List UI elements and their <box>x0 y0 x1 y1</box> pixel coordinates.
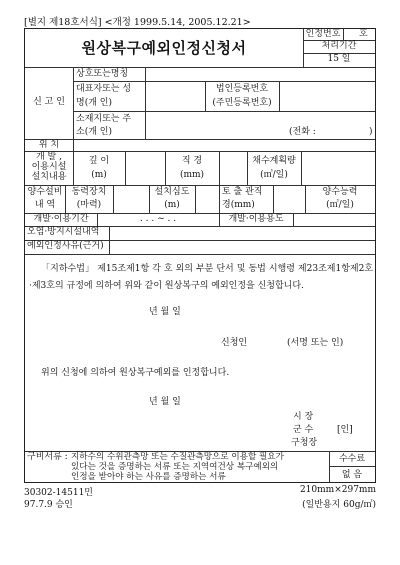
development-label-3: 설치내용 <box>31 172 67 182</box>
use-purpose-label: 개발·이용용도 <box>228 214 284 224</box>
divider <box>195 185 196 213</box>
signature-label: (서명 또는 인) <box>287 338 344 348</box>
divider <box>25 67 375 68</box>
plan-amount-label: 채수계획량 <box>252 156 296 166</box>
applicant-label: 신 고 인 <box>33 97 65 107</box>
divider <box>145 67 146 111</box>
approval-note: 97.7.9 승인 <box>24 500 73 510</box>
form-title: 원상복구예외인정신청서 <box>81 39 247 57</box>
power-label: 동력장치 <box>71 187 107 197</box>
receipt-number-label: 인정번호 <box>305 29 341 39</box>
divider <box>113 185 114 213</box>
divider <box>293 213 294 226</box>
power-unit: (마력) <box>76 200 102 210</box>
phone-close: ) <box>369 127 373 137</box>
depth-label: 깊 이 <box>88 156 110 166</box>
fee-label: 수수료 <box>338 454 366 464</box>
discharge-label: 토 출 관직 <box>222 187 263 197</box>
receipt-number-suffix: 호 <box>359 29 368 39</box>
divider <box>219 185 220 213</box>
divider <box>73 81 375 82</box>
paper-weight: (일반용지 60g/㎡) <box>302 500 376 510</box>
corp-number-label-2: (주민등록번호) <box>212 98 272 108</box>
authority-district: 구청장 <box>291 438 318 448</box>
pumping-label: 양수설비 <box>27 187 63 197</box>
development-label-2: 이용시설 <box>31 162 67 172</box>
phone-label: (전화 : <box>289 127 316 137</box>
business-name-label: 상호또는명칭 <box>76 69 129 79</box>
processing-period-value: 15 일 <box>327 54 351 64</box>
divider <box>145 111 146 139</box>
divider <box>125 151 126 185</box>
paper-size: 210mm×297mm <box>299 485 376 495</box>
divider <box>25 151 375 152</box>
processing-period-label: 처리기간 <box>321 41 357 51</box>
divider <box>219 151 220 185</box>
form-code: 30302-14511민 <box>24 488 93 498</box>
application-form <box>24 28 376 483</box>
fee-value: 없 음 <box>341 470 363 480</box>
install-depth-unit: (m) <box>164 200 180 210</box>
development-label: 개 발 , <box>36 152 62 162</box>
capacity-label: 양수능력 <box>322 187 358 197</box>
representative-label: 대표자또는 성 <box>76 84 132 94</box>
documents-text-2: 있다는 것을 증명하는 서류 또는 지역여건상 복구예외의 <box>71 462 279 472</box>
documents-label: 구비서류 : <box>27 452 68 462</box>
address-label: 소재지또는 주 <box>76 114 132 124</box>
period-value: . . . ~ . . <box>139 214 177 224</box>
approval-date: 년 월 일 <box>149 397 181 407</box>
form-number-header: [별지 제18호서식] <개정 1999.5.14, 2005.12.21> <box>24 17 251 28</box>
divider <box>73 139 74 151</box>
approval-text: 위의 신청에 의하여 원상복구예외를 인정합니다. <box>41 368 230 378</box>
documents-text-3: 인정을 받아야 하는 사유를 증명하는 서류 <box>71 472 226 482</box>
divider <box>73 67 74 139</box>
documents-text: 지하수의 수위관측망 또는 수질관측망으로 이용할 필요가 <box>71 452 284 462</box>
divider <box>273 185 274 213</box>
divider <box>329 466 375 467</box>
divider <box>25 139 375 140</box>
reason-label: 예외인정사유(근거) <box>27 241 104 251</box>
corp-number-label: 법인등록번호 <box>215 84 269 94</box>
divider <box>301 151 302 185</box>
pumping-label-2: 내 역 <box>34 200 56 210</box>
divider <box>25 254 375 255</box>
divider <box>343 29 344 40</box>
capacity-unit: (㎥/일) <box>326 200 354 210</box>
seal-mark: [인] <box>337 425 353 435</box>
divider <box>279 81 280 111</box>
discharge-label-2: 경(mm) <box>222 200 255 210</box>
authority-county: 군 수 <box>293 425 314 435</box>
install-depth-label: 설치심도 <box>154 187 190 197</box>
statement-date: 년 월 일 <box>149 307 181 317</box>
applicant-sign-label: 신청인 <box>221 338 248 348</box>
pollution-label: 오염·방지시설내역 <box>27 227 100 237</box>
address-label-2: 소(개 인) <box>76 127 112 137</box>
diameter-label: 직 경 <box>181 156 203 166</box>
plan-amount-unit: (㎥/일) <box>260 170 288 180</box>
authority-mayor: 시 장 <box>293 412 314 422</box>
depth-unit: (m) <box>91 170 107 180</box>
statement-text: 「지하수법」 제15조제1항 각 호 외의 부분 단서 및 동법 시행령 제23조제1항제2호·제3호의 규정에 의하여 위와 같이 원상복구의 예외인정을 신청합니다. <box>29 264 373 291</box>
diameter-unit: (mm) <box>179 170 205 180</box>
representative-label-2: 명(개 인) <box>76 98 112 108</box>
divider <box>73 111 375 112</box>
divider <box>25 185 375 186</box>
period-label: 개발·이용기간 <box>33 214 89 224</box>
location-label: 위 치 <box>38 140 60 150</box>
